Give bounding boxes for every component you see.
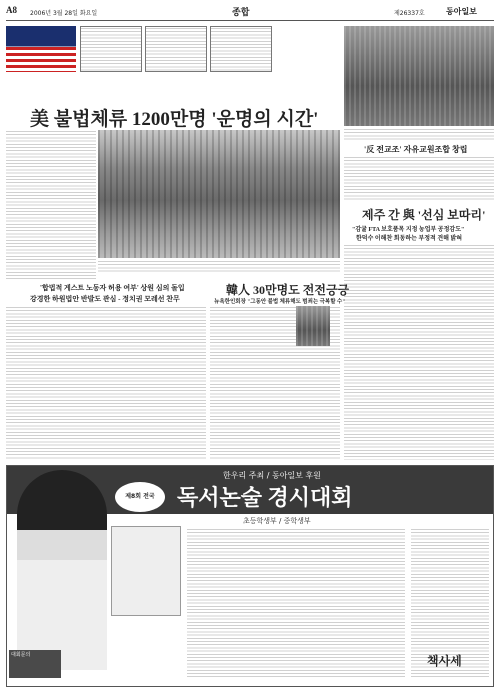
advertisement[interactable] — [6, 465, 494, 687]
headline-right-top: '反 전교조' 자유교원조합 창립 — [364, 145, 468, 154]
issue-number: 제26337호 — [394, 10, 425, 17]
headline-left-lower-2: 강경한 하원법안 반발도 관심 - 정치권 모레선 찬무 — [30, 295, 180, 303]
ad-kids-illustration — [111, 526, 181, 616]
top-sidebar-box-1 — [80, 26, 142, 72]
section-name: 종합 — [232, 7, 250, 17]
ad-contact: 대회문의 — [9, 650, 61, 678]
issue-date: 2006년 3월 28일 화요일 — [30, 10, 98, 17]
main-headline: 美 불법체류 1200만명 '운명의 시간' — [30, 109, 319, 130]
page-header — [6, 5, 494, 21]
flag-photo — [6, 26, 76, 72]
ad-sponsor: 한우리 주최 / 동아일보 후원 — [223, 471, 321, 480]
article-left-lower — [6, 306, 206, 460]
article-right-top — [344, 156, 494, 202]
headline-right-mid: 제주 간 與 '선심 보따리' — [362, 208, 486, 222]
top-sidebar-box-2 — [145, 26, 207, 72]
page-number: A8 — [6, 5, 17, 15]
portrait-photo — [296, 306, 330, 346]
top-sidebar-box-3 — [210, 26, 272, 72]
headline-right-mid-sub1: "감귤 FTA 보호품목 지정 농업부 공정감도" — [352, 227, 465, 233]
headline-right-mid-sub2: 한덕수 이해찬 회동하는 부정적 견해 밝혀 — [356, 236, 463, 242]
ad-person-photo — [17, 470, 107, 670]
headline-center-lower: 韓人 30만명도 전전긍긍 — [226, 283, 350, 297]
article-right-mid — [344, 244, 494, 460]
protest-crowd-photo — [98, 130, 340, 258]
newspaper-logo: 동아일보 — [446, 7, 477, 16]
ad-details-text — [187, 528, 405, 678]
ad-right-brand: 책사세 — [427, 654, 462, 668]
assembly-caption — [344, 128, 494, 140]
ad-subtitle: 초등학생부 / 중학생부 — [243, 517, 311, 525]
ad-badge: 제8회 전국 — [115, 482, 165, 512]
assembly-photo — [344, 26, 494, 126]
article-left-top — [6, 130, 96, 280]
headline-left-lower-1: '합법적 게스트 노동자 허용 여부' 상원 심의 돌입 — [40, 284, 185, 292]
ad-title: 독서논술 경시대회 — [177, 485, 353, 510]
photo-caption — [98, 260, 340, 274]
headline-center-lower-sub: 뉴욕한인회장 "그동안 불법 체류해도 범죄는 극복할 수" — [214, 299, 346, 305]
